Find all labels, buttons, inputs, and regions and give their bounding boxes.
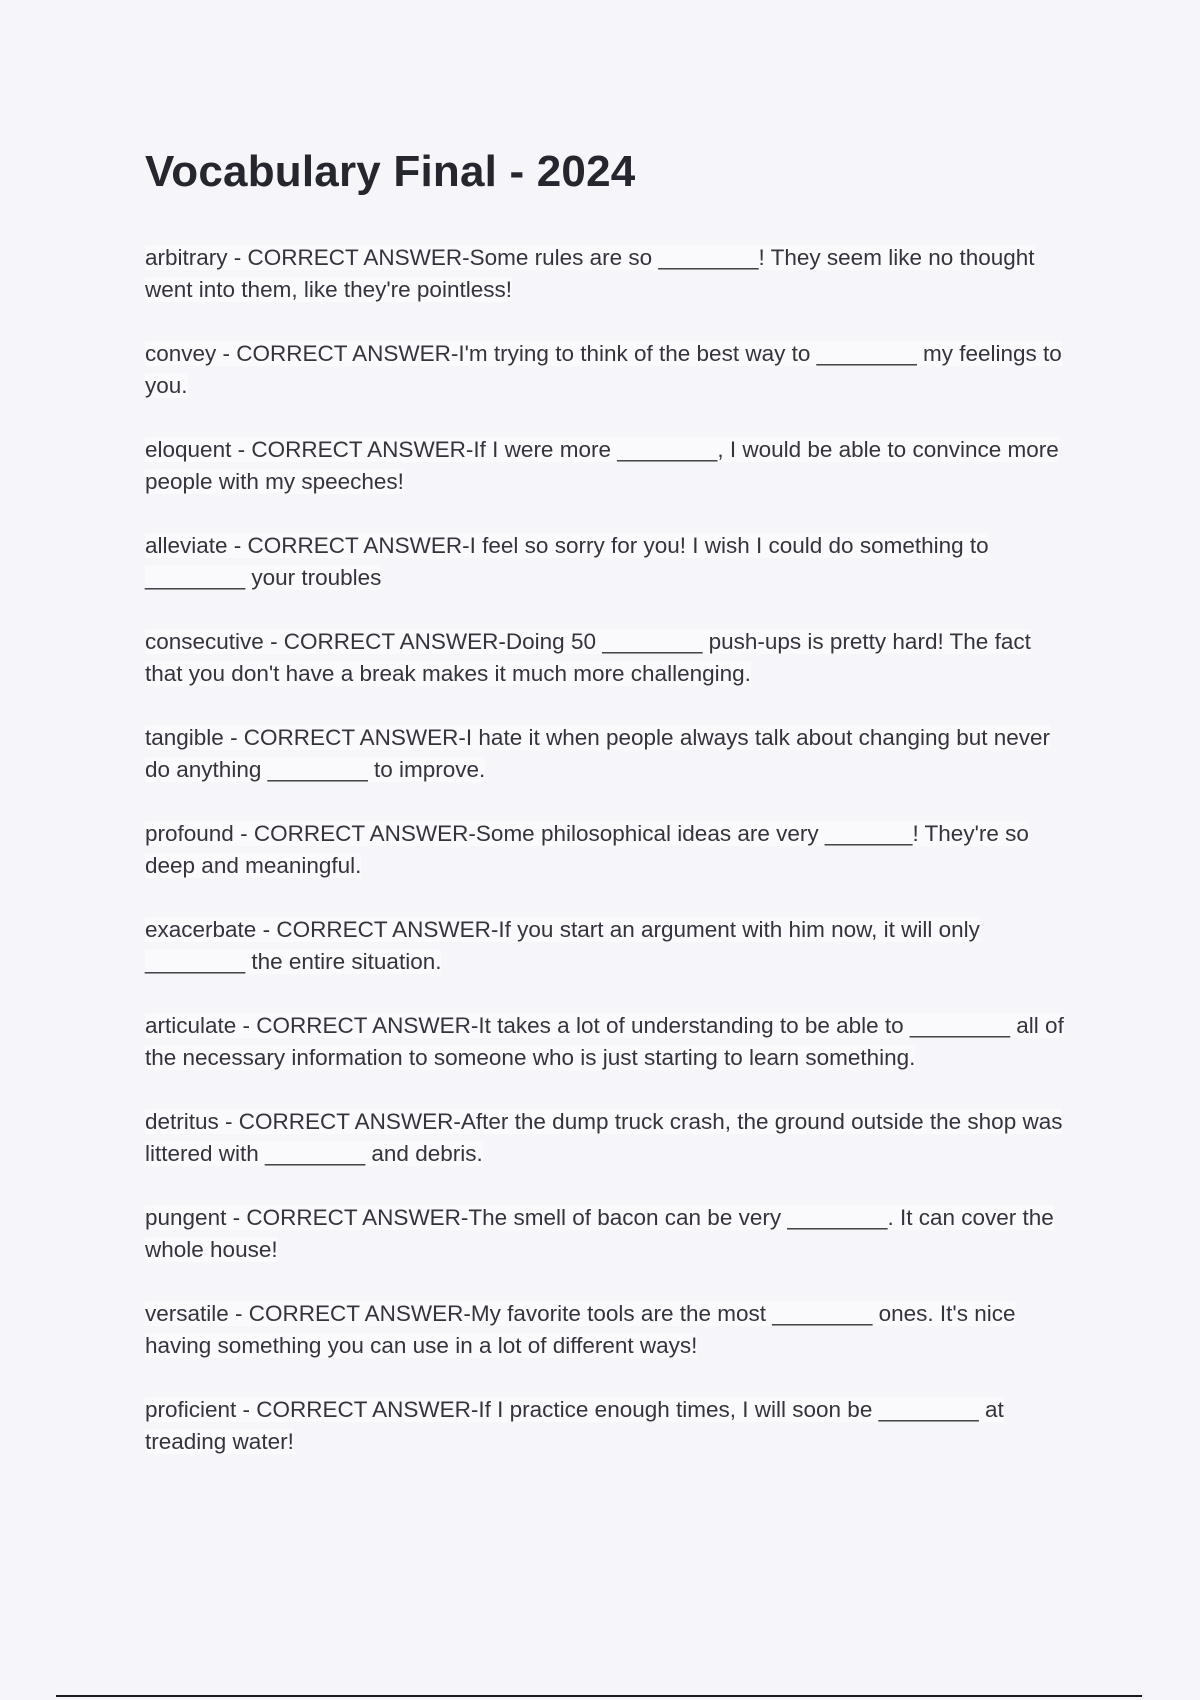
vocabulary-entry-articulate — [145, 1010, 1065, 1074]
vocabulary-entry-consecutive — [145, 626, 1065, 690]
page-bottom-divider — [56, 1695, 1142, 1697]
entry-text: alleviate - CORRECT ANSWER-I feel so sorry for you! I wish I could do something to ________ your troubles — [145, 533, 989, 590]
entry-text: profound - CORRECT ANSWER-Some philosophical ideas are very _______! They're so deep and meaningful. — [145, 821, 1029, 878]
vocabulary-entry-eloquent — [145, 434, 1065, 498]
vocabulary-entry-detritus — [145, 1106, 1065, 1170]
entry-text: detritus - CORRECT ANSWER-After the dump truck crash, the ground outside the shop was littered with ________ and debris. — [145, 1109, 1063, 1166]
vocabulary-entry-versatile — [145, 1298, 1065, 1362]
vocabulary-entry-proficient — [145, 1394, 1065, 1458]
vocabulary-entry-arbitrary — [145, 242, 1065, 306]
vocabulary-entry-exacerbate — [145, 914, 1065, 978]
entry-text: proficient - CORRECT ANSWER-If I practice enough times, I will soon be ________ at treading water! — [145, 1397, 1004, 1454]
vocabulary-entry-convey — [145, 338, 1065, 402]
entry-text: arbitrary - CORRECT ANSWER-Some rules are so ________! They seem like no thought went into them, like they're pointless! — [145, 245, 1035, 302]
vocabulary-entry-pungent — [145, 1202, 1065, 1266]
vocabulary-entry-profound — [145, 818, 1065, 882]
vocabulary-entry-tangible — [145, 722, 1065, 786]
entry-text: versatile - CORRECT ANSWER-My favorite tools are the most ________ ones. It's nice having something you can use in a lot of different ways! — [145, 1301, 1016, 1358]
vocabulary-entry-alleviate — [145, 530, 1065, 594]
entry-text: eloquent - CORRECT ANSWER-If I were more ________, I would be able to convince more people with my speeches! — [145, 437, 1059, 494]
entry-text: pungent - CORRECT ANSWER-The smell of bacon can be very ________. It can cover the whole house! — [145, 1205, 1054, 1262]
entry-text: articulate - CORRECT ANSWER-It takes a lot of understanding to be able to ________ all of the necessary information to someone who is just starting to learn something. — [145, 1013, 1064, 1070]
document-title: Vocabulary Final - 2024 — [145, 147, 636, 196]
entry-text: convey - CORRECT ANSWER-I'm trying to think of the best way to ________ my feelings to you. — [145, 341, 1062, 398]
vocabulary-list — [145, 242, 1065, 1458]
entry-text: consecutive - CORRECT ANSWER-Doing 50 ________ push-ups is pretty hard! The fact that you don't have a break makes it much more challenging. — [145, 629, 1031, 686]
document-page — [145, 148, 1065, 1490]
entry-text: exacerbate - CORRECT ANSWER-If you start an argument with him now, it will only ________ the entire situation. — [145, 917, 980, 974]
entry-text: tangible - CORRECT ANSWER-I hate it when people always talk about changing but never do anything ________ to improve. — [145, 725, 1051, 782]
